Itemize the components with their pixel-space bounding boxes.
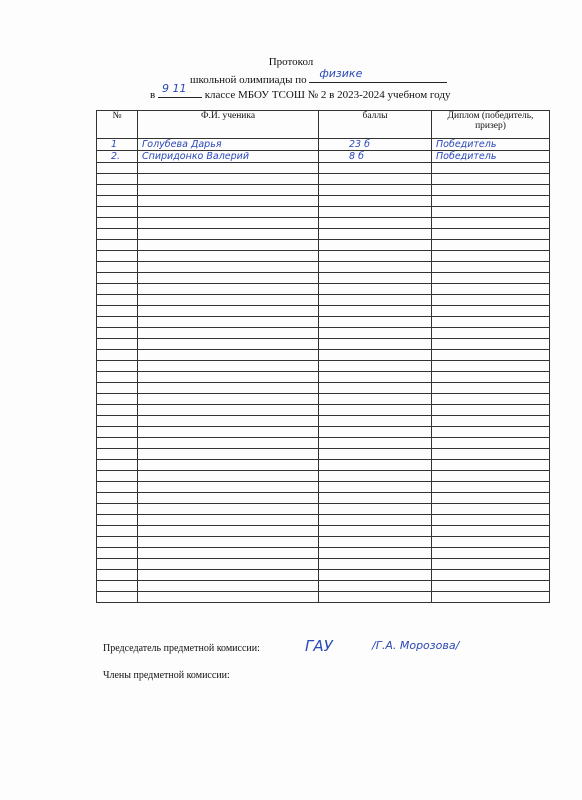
cell-score bbox=[319, 185, 432, 196]
table-row-empty bbox=[97, 559, 550, 570]
column-header-name: Ф.И. ученика bbox=[138, 111, 319, 139]
cell-name bbox=[138, 427, 319, 438]
cell-score bbox=[319, 273, 432, 284]
cell-diploma bbox=[432, 174, 550, 185]
table-row-empty bbox=[97, 405, 550, 416]
cell-diploma bbox=[432, 383, 550, 394]
cell-score bbox=[319, 570, 432, 581]
table-row-empty bbox=[97, 570, 550, 581]
chair-signature: ГАУ bbox=[305, 637, 333, 655]
cell-num bbox=[97, 328, 138, 339]
cell-diploma bbox=[432, 339, 550, 350]
cell-num bbox=[97, 207, 138, 218]
cell-score bbox=[319, 592, 432, 603]
cell-diploma: Победитель bbox=[432, 151, 550, 163]
cell-diploma bbox=[432, 295, 550, 306]
cell-num bbox=[97, 592, 138, 603]
cell-name bbox=[138, 251, 319, 262]
cell-num bbox=[97, 240, 138, 251]
cell-name bbox=[138, 383, 319, 394]
chair-label: Председатель предметной комиссии: bbox=[103, 643, 260, 654]
cell-num bbox=[97, 350, 138, 361]
cell-name bbox=[138, 515, 319, 526]
cell-num bbox=[97, 559, 138, 570]
cell-score bbox=[319, 383, 432, 394]
cell-diploma bbox=[432, 394, 550, 405]
cell-name bbox=[138, 207, 319, 218]
cell-diploma bbox=[432, 196, 550, 207]
cell-score bbox=[319, 548, 432, 559]
cell-score bbox=[319, 372, 432, 383]
cell-name bbox=[138, 218, 319, 229]
cell-score bbox=[319, 482, 432, 493]
cell-num bbox=[97, 372, 138, 383]
cell-diploma bbox=[432, 581, 550, 592]
table-row-empty bbox=[97, 372, 550, 383]
cell-score bbox=[319, 196, 432, 207]
cell-name bbox=[138, 196, 319, 207]
subject-prefix: школьной олимпиады по bbox=[190, 74, 307, 86]
cell-diploma bbox=[432, 537, 550, 548]
cell-diploma bbox=[432, 427, 550, 438]
cell-score bbox=[319, 581, 432, 592]
cell-name bbox=[138, 306, 319, 317]
cell-name bbox=[138, 361, 319, 372]
cell-diploma bbox=[432, 163, 550, 174]
table-row-empty bbox=[97, 482, 550, 493]
cell-name bbox=[138, 471, 319, 482]
cell-diploma bbox=[432, 240, 550, 251]
cell-diploma bbox=[432, 559, 550, 570]
table-row-empty bbox=[97, 339, 550, 350]
table-row-empty bbox=[97, 537, 550, 548]
table-row-empty bbox=[97, 515, 550, 526]
subject-handwritten: физике bbox=[319, 67, 363, 80]
cell-diploma bbox=[432, 284, 550, 295]
table-row-empty bbox=[97, 592, 550, 603]
cell-num bbox=[97, 317, 138, 328]
cell-score bbox=[319, 405, 432, 416]
cell-score bbox=[319, 515, 432, 526]
cell-name bbox=[138, 570, 319, 581]
table-row-empty bbox=[97, 438, 550, 449]
cell-diploma bbox=[432, 416, 550, 427]
chair-name: /Г.А. Морозова/ bbox=[372, 639, 460, 652]
cell-num bbox=[97, 581, 138, 592]
cell-diploma bbox=[432, 493, 550, 504]
cell-num bbox=[97, 526, 138, 537]
cell-num bbox=[97, 361, 138, 372]
grade-suffix: классе МБОУ ТСОШ № 2 в 2023-2024 учебном году bbox=[204, 89, 451, 101]
cell-diploma bbox=[432, 471, 550, 482]
cell-diploma bbox=[432, 350, 550, 361]
cell-name bbox=[138, 262, 319, 273]
cell-diploma bbox=[432, 262, 550, 273]
cell-score bbox=[319, 350, 432, 361]
cell-num bbox=[97, 251, 138, 262]
table-row bbox=[97, 139, 550, 151]
cell-num bbox=[97, 339, 138, 350]
cell-score bbox=[319, 207, 432, 218]
cell-diploma bbox=[432, 592, 550, 603]
table-row-empty bbox=[97, 262, 550, 273]
cell-diploma bbox=[432, 460, 550, 471]
cell-diploma bbox=[432, 372, 550, 383]
column-header-num: № bbox=[97, 111, 138, 139]
cell-name bbox=[138, 185, 319, 196]
cell-score bbox=[319, 394, 432, 405]
cell-score bbox=[319, 218, 432, 229]
cell-num bbox=[97, 218, 138, 229]
cell-diploma bbox=[432, 229, 550, 240]
cell-num bbox=[97, 548, 138, 559]
cell-name bbox=[138, 339, 319, 350]
cell-diploma bbox=[432, 218, 550, 229]
olympiad-subject-line bbox=[190, 67, 447, 86]
table-row-empty bbox=[97, 284, 550, 295]
cell-name bbox=[138, 548, 319, 559]
table-row-empty bbox=[97, 548, 550, 559]
cell-diploma bbox=[432, 504, 550, 515]
cell-name bbox=[138, 284, 319, 295]
cell-diploma bbox=[432, 438, 550, 449]
cell-score bbox=[319, 493, 432, 504]
cell-num bbox=[97, 449, 138, 460]
column-header-score: баллы bbox=[319, 111, 432, 139]
grade-handwritten: 9 11 bbox=[161, 82, 187, 95]
cell-diploma bbox=[432, 405, 550, 416]
cell-score bbox=[319, 251, 432, 262]
cell-score bbox=[319, 537, 432, 548]
cell-name bbox=[138, 317, 319, 328]
table-row-empty bbox=[97, 460, 550, 471]
table-row-empty bbox=[97, 185, 550, 196]
cell-score bbox=[319, 416, 432, 427]
cell-diploma bbox=[432, 273, 550, 284]
cell-diploma bbox=[432, 482, 550, 493]
cell-num bbox=[97, 504, 138, 515]
cell-diploma: Победитель bbox=[432, 139, 550, 151]
cell-score bbox=[319, 504, 432, 515]
cell-num bbox=[97, 196, 138, 207]
cell-name bbox=[138, 229, 319, 240]
cell-num bbox=[97, 185, 138, 196]
cell-name bbox=[138, 405, 319, 416]
grade-prefix: в bbox=[150, 89, 156, 101]
cell-diploma bbox=[432, 207, 550, 218]
cell-num bbox=[97, 438, 138, 449]
table-row-empty bbox=[97, 295, 550, 306]
cell-name bbox=[138, 240, 319, 251]
table-row bbox=[97, 151, 550, 163]
cell-num bbox=[97, 515, 138, 526]
cell-num bbox=[97, 405, 138, 416]
cell-score bbox=[319, 174, 432, 185]
cell-num bbox=[97, 471, 138, 482]
cell-num bbox=[97, 295, 138, 306]
cell-score bbox=[319, 339, 432, 350]
cell-diploma bbox=[432, 548, 550, 559]
cell-score bbox=[319, 240, 432, 251]
cell-name bbox=[138, 438, 319, 449]
results-table bbox=[96, 110, 550, 603]
table-header-row bbox=[97, 111, 550, 139]
table-row-empty bbox=[97, 273, 550, 284]
cell-num bbox=[97, 284, 138, 295]
table-row-empty bbox=[97, 229, 550, 240]
subject-blank bbox=[309, 67, 447, 83]
table-row-empty bbox=[97, 449, 550, 460]
cell-name bbox=[138, 482, 319, 493]
table-row-empty bbox=[97, 218, 550, 229]
cell-score bbox=[319, 328, 432, 339]
cell-score bbox=[319, 317, 432, 328]
grade-blank bbox=[158, 82, 202, 98]
cell-name bbox=[138, 328, 319, 339]
cell-name: Спиридонко Валерий bbox=[138, 151, 319, 163]
cell-score bbox=[319, 295, 432, 306]
table-row-empty bbox=[97, 328, 550, 339]
cell-diploma bbox=[432, 185, 550, 196]
table-row-empty bbox=[97, 504, 550, 515]
cell-name bbox=[138, 295, 319, 306]
cell-score bbox=[319, 559, 432, 570]
table-row-empty bbox=[97, 416, 550, 427]
cell-num bbox=[97, 262, 138, 273]
table-row-empty bbox=[97, 196, 550, 207]
table-body bbox=[97, 139, 550, 603]
table-row-empty bbox=[97, 581, 550, 592]
cell-score bbox=[319, 284, 432, 295]
cell-name bbox=[138, 526, 319, 537]
cell-name bbox=[138, 174, 319, 185]
cell-score bbox=[319, 460, 432, 471]
cell-name: Голубева Дарья bbox=[138, 139, 319, 151]
table-row-empty bbox=[97, 526, 550, 537]
table-row-empty bbox=[97, 207, 550, 218]
cell-num bbox=[97, 306, 138, 317]
cell-name bbox=[138, 592, 319, 603]
table-row-empty bbox=[97, 174, 550, 185]
cell-score bbox=[319, 449, 432, 460]
members-label: Члены предметной комиссии: bbox=[103, 670, 230, 681]
cell-num bbox=[97, 229, 138, 240]
grade-year-line bbox=[150, 82, 451, 101]
cell-diploma bbox=[432, 515, 550, 526]
cell-num bbox=[97, 383, 138, 394]
cell-score bbox=[319, 526, 432, 537]
cell-diploma bbox=[432, 361, 550, 372]
document-title: Протокол bbox=[268, 56, 314, 68]
cell-name bbox=[138, 350, 319, 361]
cell-num bbox=[97, 416, 138, 427]
cell-num: 2. bbox=[97, 151, 138, 163]
table-row-empty bbox=[97, 493, 550, 504]
table-row-empty bbox=[97, 361, 550, 372]
cell-name bbox=[138, 493, 319, 504]
cell-name bbox=[138, 460, 319, 471]
cell-name bbox=[138, 372, 319, 383]
cell-num bbox=[97, 482, 138, 493]
cell-num bbox=[97, 537, 138, 548]
cell-score bbox=[319, 438, 432, 449]
table-row-empty bbox=[97, 317, 550, 328]
cell-diploma bbox=[432, 251, 550, 262]
cell-score: 23 б bbox=[319, 139, 432, 151]
cell-name bbox=[138, 581, 319, 592]
cell-name bbox=[138, 394, 319, 405]
cell-num bbox=[97, 174, 138, 185]
cell-diploma bbox=[432, 449, 550, 460]
cell-num bbox=[97, 163, 138, 174]
table-row-empty bbox=[97, 306, 550, 317]
column-header-diploma: Диплом (победитель, призер) bbox=[432, 111, 550, 139]
cell-score bbox=[319, 427, 432, 438]
cell-name bbox=[138, 273, 319, 284]
cell-num bbox=[97, 570, 138, 581]
cell-name bbox=[138, 163, 319, 174]
table-row-empty bbox=[97, 240, 550, 251]
cell-score bbox=[319, 471, 432, 482]
cell-name bbox=[138, 416, 319, 427]
cell-num bbox=[97, 273, 138, 284]
cell-score: 8 б bbox=[319, 151, 432, 163]
cell-diploma bbox=[432, 328, 550, 339]
cell-score bbox=[319, 229, 432, 240]
table-row-empty bbox=[97, 383, 550, 394]
table-row-empty bbox=[97, 350, 550, 361]
cell-name bbox=[138, 537, 319, 548]
cell-name bbox=[138, 504, 319, 515]
cell-score bbox=[319, 262, 432, 273]
cell-score bbox=[319, 361, 432, 372]
cell-score bbox=[319, 306, 432, 317]
cell-diploma bbox=[432, 306, 550, 317]
table-row-empty bbox=[97, 471, 550, 482]
cell-num bbox=[97, 493, 138, 504]
cell-num bbox=[97, 394, 138, 405]
cell-name bbox=[138, 559, 319, 570]
table-row-empty bbox=[97, 251, 550, 262]
table-row-empty bbox=[97, 163, 550, 174]
cell-score bbox=[319, 163, 432, 174]
cell-num bbox=[97, 460, 138, 471]
cell-name bbox=[138, 449, 319, 460]
cell-diploma bbox=[432, 570, 550, 581]
cell-num: 1 bbox=[97, 139, 138, 151]
table-row-empty bbox=[97, 427, 550, 438]
table-row-empty bbox=[97, 394, 550, 405]
cell-num bbox=[97, 427, 138, 438]
cell-diploma bbox=[432, 526, 550, 537]
cell-diploma bbox=[432, 317, 550, 328]
